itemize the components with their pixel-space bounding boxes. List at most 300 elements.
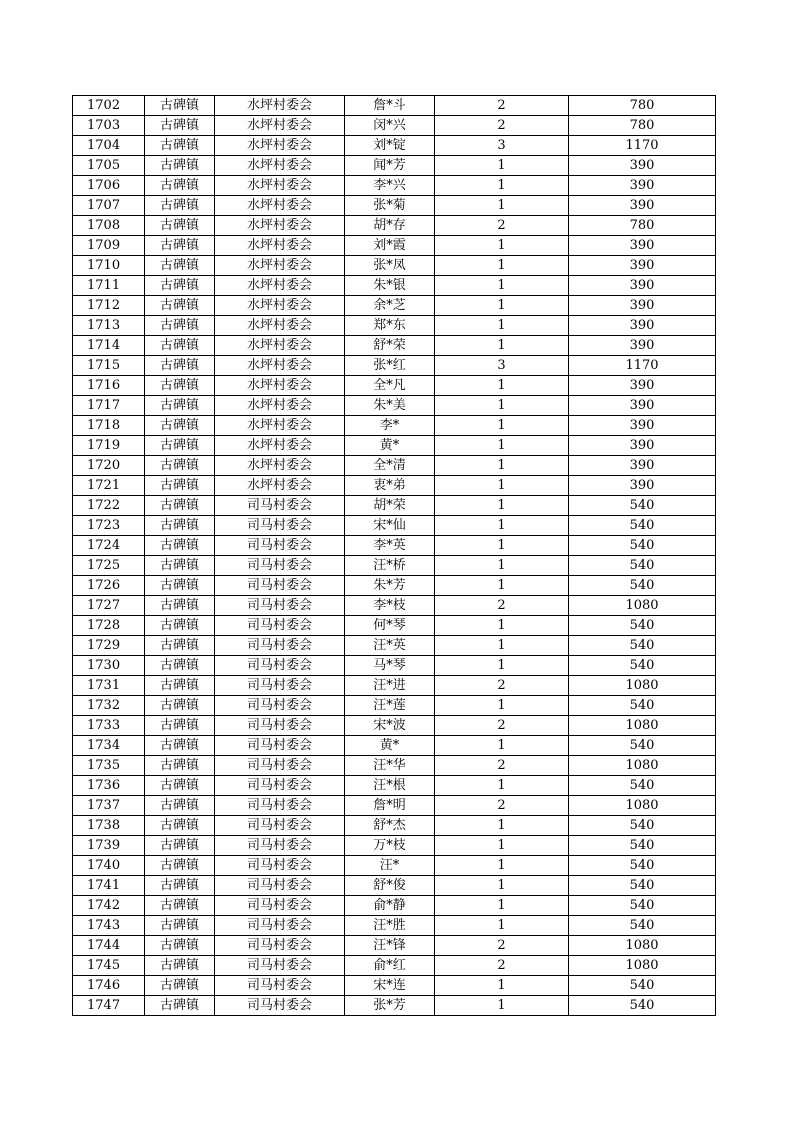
table-row bbox=[73, 396, 716, 416]
village-committee-cell: 水坪村委会 bbox=[215, 336, 345, 356]
name-cell: 张*菊 bbox=[345, 196, 435, 216]
town-cell: 古碑镇 bbox=[145, 156, 215, 176]
village-committee-cell: 司马村委会 bbox=[215, 956, 345, 976]
name-cell: 汪*锋 bbox=[345, 936, 435, 956]
name-cell: 郑*东 bbox=[345, 316, 435, 336]
table-row bbox=[73, 616, 716, 636]
amount-cell: 390 bbox=[569, 476, 716, 496]
village-committee-cell: 水坪村委会 bbox=[215, 276, 345, 296]
town-cell: 古碑镇 bbox=[145, 616, 215, 636]
town-cell: 古碑镇 bbox=[145, 976, 215, 996]
name-cell: 全*凡 bbox=[345, 376, 435, 396]
village-committee-cell: 司马村委会 bbox=[215, 996, 345, 1016]
count-cell: 3 bbox=[435, 356, 569, 376]
name-cell: 汪*莲 bbox=[345, 696, 435, 716]
town-cell: 古碑镇 bbox=[145, 936, 215, 956]
village-committee-cell: 司马村委会 bbox=[215, 496, 345, 516]
count-cell: 1 bbox=[435, 336, 569, 356]
name-cell: 李*英 bbox=[345, 536, 435, 556]
village-committee-cell: 司马村委会 bbox=[215, 716, 345, 736]
town-cell: 古碑镇 bbox=[145, 796, 215, 816]
row-number-cell: 1710 bbox=[73, 256, 145, 276]
name-cell: 全*清 bbox=[345, 456, 435, 476]
amount-cell: 540 bbox=[569, 776, 716, 796]
count-cell: 1 bbox=[435, 256, 569, 276]
count-cell: 2 bbox=[435, 596, 569, 616]
table-row bbox=[73, 556, 716, 576]
table-row bbox=[73, 296, 716, 316]
row-number-cell: 1713 bbox=[73, 316, 145, 336]
village-committee-cell: 司马村委会 bbox=[215, 816, 345, 836]
amount-cell: 390 bbox=[569, 196, 716, 216]
name-cell: 宋*连 bbox=[345, 976, 435, 996]
town-cell: 古碑镇 bbox=[145, 456, 215, 476]
name-cell: 闻*芳 bbox=[345, 156, 435, 176]
row-number-cell: 1707 bbox=[73, 196, 145, 216]
village-committee-cell: 司马村委会 bbox=[215, 916, 345, 936]
town-cell: 古碑镇 bbox=[145, 576, 215, 596]
amount-cell: 540 bbox=[569, 656, 716, 676]
table-row bbox=[73, 136, 716, 156]
town-cell: 古碑镇 bbox=[145, 376, 215, 396]
amount-cell: 1080 bbox=[569, 676, 716, 696]
row-number-cell: 1702 bbox=[73, 96, 145, 116]
table-row bbox=[73, 896, 716, 916]
name-cell: 詹*明 bbox=[345, 796, 435, 816]
amount-cell: 780 bbox=[569, 216, 716, 236]
village-committee-cell: 司马村委会 bbox=[215, 756, 345, 776]
name-cell: 朱*银 bbox=[345, 276, 435, 296]
table-row bbox=[73, 716, 716, 736]
table-row bbox=[73, 836, 716, 856]
name-cell: 詹*斗 bbox=[345, 96, 435, 116]
town-cell: 古碑镇 bbox=[145, 216, 215, 236]
name-cell: 汪*桥 bbox=[345, 556, 435, 576]
row-number-cell: 1723 bbox=[73, 516, 145, 536]
village-committee-cell: 水坪村委会 bbox=[215, 116, 345, 136]
count-cell: 1 bbox=[435, 376, 569, 396]
table-row bbox=[73, 636, 716, 656]
amount-cell: 540 bbox=[569, 996, 716, 1016]
town-cell: 古碑镇 bbox=[145, 276, 215, 296]
table-row bbox=[73, 856, 716, 876]
name-cell: 俞*红 bbox=[345, 956, 435, 976]
name-cell: 刘*锭 bbox=[345, 136, 435, 156]
table-row bbox=[73, 656, 716, 676]
row-number-cell: 1712 bbox=[73, 296, 145, 316]
table-row bbox=[73, 736, 716, 756]
amount-cell: 540 bbox=[569, 736, 716, 756]
table-row bbox=[73, 156, 716, 176]
row-number-cell: 1721 bbox=[73, 476, 145, 496]
table-row bbox=[73, 576, 716, 596]
village-committee-cell: 水坪村委会 bbox=[215, 216, 345, 236]
table-row bbox=[73, 796, 716, 816]
row-number-cell: 1706 bbox=[73, 176, 145, 196]
row-number-cell: 1736 bbox=[73, 776, 145, 796]
table-row bbox=[73, 956, 716, 976]
name-cell: 汪*进 bbox=[345, 676, 435, 696]
row-number-cell: 1718 bbox=[73, 416, 145, 436]
village-committee-cell: 司马村委会 bbox=[215, 896, 345, 916]
town-cell: 古碑镇 bbox=[145, 816, 215, 836]
village-committee-cell: 水坪村委会 bbox=[215, 176, 345, 196]
name-cell: 汪*华 bbox=[345, 756, 435, 776]
table-row bbox=[73, 376, 716, 396]
amount-cell: 390 bbox=[569, 296, 716, 316]
row-number-cell: 1716 bbox=[73, 376, 145, 396]
name-cell: 余*芝 bbox=[345, 296, 435, 316]
amount-cell: 540 bbox=[569, 516, 716, 536]
count-cell: 1 bbox=[435, 896, 569, 916]
row-number-cell: 1724 bbox=[73, 536, 145, 556]
village-committee-cell: 水坪村委会 bbox=[215, 356, 345, 376]
row-number-cell: 1714 bbox=[73, 336, 145, 356]
town-cell: 古碑镇 bbox=[145, 176, 215, 196]
count-cell: 2 bbox=[435, 796, 569, 816]
town-cell: 古碑镇 bbox=[145, 956, 215, 976]
town-cell: 古碑镇 bbox=[145, 736, 215, 756]
amount-cell: 390 bbox=[569, 336, 716, 356]
count-cell: 2 bbox=[435, 956, 569, 976]
village-committee-cell: 水坪村委会 bbox=[215, 376, 345, 396]
amount-cell: 540 bbox=[569, 636, 716, 656]
count-cell: 1 bbox=[435, 836, 569, 856]
amount-cell: 1080 bbox=[569, 596, 716, 616]
row-number-cell: 1745 bbox=[73, 956, 145, 976]
count-cell: 1 bbox=[435, 776, 569, 796]
row-number-cell: 1727 bbox=[73, 596, 145, 616]
row-number-cell: 1735 bbox=[73, 756, 145, 776]
table-row bbox=[73, 596, 716, 616]
count-cell: 1 bbox=[435, 536, 569, 556]
row-number-cell: 1726 bbox=[73, 576, 145, 596]
town-cell: 古碑镇 bbox=[145, 656, 215, 676]
name-cell: 胡*存 bbox=[345, 216, 435, 236]
town-cell: 古碑镇 bbox=[145, 496, 215, 516]
name-cell: 李*枝 bbox=[345, 596, 435, 616]
row-number-cell: 1734 bbox=[73, 736, 145, 756]
count-cell: 1 bbox=[435, 576, 569, 596]
town-cell: 古碑镇 bbox=[145, 356, 215, 376]
count-cell: 1 bbox=[435, 976, 569, 996]
town-cell: 古碑镇 bbox=[145, 136, 215, 156]
row-number-cell: 1720 bbox=[73, 456, 145, 476]
name-cell: 舒*俊 bbox=[345, 876, 435, 896]
count-cell: 1 bbox=[435, 556, 569, 576]
row-number-cell: 1732 bbox=[73, 696, 145, 716]
town-cell: 古碑镇 bbox=[145, 116, 215, 136]
table-row bbox=[73, 696, 716, 716]
town-cell: 古碑镇 bbox=[145, 416, 215, 436]
amount-cell: 390 bbox=[569, 416, 716, 436]
village-committee-cell: 司马村委会 bbox=[215, 636, 345, 656]
village-committee-cell: 水坪村委会 bbox=[215, 476, 345, 496]
town-cell: 古碑镇 bbox=[145, 436, 215, 456]
amount-cell: 390 bbox=[569, 276, 716, 296]
amount-cell: 390 bbox=[569, 376, 716, 396]
amount-cell: 780 bbox=[569, 96, 716, 116]
name-cell: 李* bbox=[345, 416, 435, 436]
amount-cell: 540 bbox=[569, 536, 716, 556]
row-number-cell: 1704 bbox=[73, 136, 145, 156]
count-cell: 1 bbox=[435, 656, 569, 676]
count-cell: 1 bbox=[435, 916, 569, 936]
count-cell: 1 bbox=[435, 616, 569, 636]
count-cell: 1 bbox=[435, 456, 569, 476]
row-number-cell: 1741 bbox=[73, 876, 145, 896]
town-cell: 古碑镇 bbox=[145, 536, 215, 556]
town-cell: 古碑镇 bbox=[145, 856, 215, 876]
name-cell: 张*芳 bbox=[345, 996, 435, 1016]
count-cell: 1 bbox=[435, 996, 569, 1016]
village-committee-cell: 水坪村委会 bbox=[215, 396, 345, 416]
name-cell: 朱*芳 bbox=[345, 576, 435, 596]
count-cell: 1 bbox=[435, 736, 569, 756]
row-number-cell: 1729 bbox=[73, 636, 145, 656]
row-number-cell: 1746 bbox=[73, 976, 145, 996]
count-cell: 2 bbox=[435, 756, 569, 776]
village-committee-cell: 水坪村委会 bbox=[215, 256, 345, 276]
count-cell: 1 bbox=[435, 516, 569, 536]
row-number-cell: 1717 bbox=[73, 396, 145, 416]
table-row bbox=[73, 976, 716, 996]
village-committee-cell: 司马村委会 bbox=[215, 596, 345, 616]
row-number-cell: 1740 bbox=[73, 856, 145, 876]
row-number-cell: 1722 bbox=[73, 496, 145, 516]
town-cell: 古碑镇 bbox=[145, 716, 215, 736]
town-cell: 古碑镇 bbox=[145, 696, 215, 716]
amount-cell: 540 bbox=[569, 976, 716, 996]
amount-cell: 1080 bbox=[569, 756, 716, 776]
name-cell: 朱*美 bbox=[345, 396, 435, 416]
amount-cell: 390 bbox=[569, 456, 716, 476]
count-cell: 1 bbox=[435, 396, 569, 416]
village-committee-cell: 司马村委会 bbox=[215, 656, 345, 676]
row-number-cell: 1733 bbox=[73, 716, 145, 736]
name-cell: 宋*仙 bbox=[345, 516, 435, 536]
table-row bbox=[73, 196, 716, 216]
village-committee-cell: 水坪村委会 bbox=[215, 296, 345, 316]
table-row bbox=[73, 356, 716, 376]
amount-cell: 390 bbox=[569, 396, 716, 416]
count-cell: 1 bbox=[435, 236, 569, 256]
amount-cell: 1080 bbox=[569, 796, 716, 816]
count-cell: 1 bbox=[435, 876, 569, 896]
town-cell: 古碑镇 bbox=[145, 516, 215, 536]
table-row bbox=[73, 876, 716, 896]
count-cell: 2 bbox=[435, 936, 569, 956]
count-cell: 1 bbox=[435, 176, 569, 196]
row-number-cell: 1711 bbox=[73, 276, 145, 296]
village-committee-cell: 水坪村委会 bbox=[215, 196, 345, 216]
table-row bbox=[73, 916, 716, 936]
amount-cell: 540 bbox=[569, 696, 716, 716]
name-cell: 汪*胜 bbox=[345, 916, 435, 936]
village-committee-cell: 司马村委会 bbox=[215, 856, 345, 876]
town-cell: 古碑镇 bbox=[145, 776, 215, 796]
town-cell: 古碑镇 bbox=[145, 316, 215, 336]
count-cell: 2 bbox=[435, 116, 569, 136]
amount-cell: 1170 bbox=[569, 136, 716, 156]
row-number-cell: 1737 bbox=[73, 796, 145, 816]
name-cell: 俞*静 bbox=[345, 896, 435, 916]
table-row bbox=[73, 816, 716, 836]
count-cell: 1 bbox=[435, 316, 569, 336]
count-cell: 1 bbox=[435, 696, 569, 716]
table-row bbox=[73, 336, 716, 356]
row-number-cell: 1739 bbox=[73, 836, 145, 856]
amount-cell: 390 bbox=[569, 236, 716, 256]
row-number-cell: 1744 bbox=[73, 936, 145, 956]
name-cell: 衷*弟 bbox=[345, 476, 435, 496]
table-body bbox=[73, 96, 716, 1016]
table-row bbox=[73, 436, 716, 456]
row-number-cell: 1719 bbox=[73, 436, 145, 456]
amount-cell: 1080 bbox=[569, 936, 716, 956]
row-number-cell: 1747 bbox=[73, 996, 145, 1016]
amount-cell: 390 bbox=[569, 256, 716, 276]
town-cell: 古碑镇 bbox=[145, 896, 215, 916]
count-cell: 3 bbox=[435, 136, 569, 156]
name-cell: 万*枝 bbox=[345, 836, 435, 856]
village-committee-cell: 司马村委会 bbox=[215, 976, 345, 996]
village-committee-cell: 司马村委会 bbox=[215, 676, 345, 696]
town-cell: 古碑镇 bbox=[145, 256, 215, 276]
name-cell: 张*红 bbox=[345, 356, 435, 376]
row-number-cell: 1742 bbox=[73, 896, 145, 916]
count-cell: 1 bbox=[435, 856, 569, 876]
amount-cell: 540 bbox=[569, 616, 716, 636]
name-cell: 何*琴 bbox=[345, 616, 435, 636]
name-cell: 宋*波 bbox=[345, 716, 435, 736]
table-row bbox=[73, 496, 716, 516]
name-cell: 胡*荣 bbox=[345, 496, 435, 516]
count-cell: 2 bbox=[435, 216, 569, 236]
count-cell: 1 bbox=[435, 476, 569, 496]
town-cell: 古碑镇 bbox=[145, 556, 215, 576]
table-row bbox=[73, 256, 716, 276]
village-committee-cell: 水坪村委会 bbox=[215, 96, 345, 116]
row-number-cell: 1743 bbox=[73, 916, 145, 936]
row-number-cell: 1731 bbox=[73, 676, 145, 696]
count-cell: 2 bbox=[435, 676, 569, 696]
town-cell: 古碑镇 bbox=[145, 236, 215, 256]
amount-cell: 390 bbox=[569, 436, 716, 456]
row-number-cell: 1728 bbox=[73, 616, 145, 636]
table-row bbox=[73, 276, 716, 296]
town-cell: 古碑镇 bbox=[145, 196, 215, 216]
table-row bbox=[73, 516, 716, 536]
village-committee-cell: 水坪村委会 bbox=[215, 316, 345, 336]
town-cell: 古碑镇 bbox=[145, 476, 215, 496]
row-number-cell: 1709 bbox=[73, 236, 145, 256]
village-committee-cell: 司马村委会 bbox=[215, 936, 345, 956]
count-cell: 1 bbox=[435, 276, 569, 296]
count-cell: 1 bbox=[435, 416, 569, 436]
table-row bbox=[73, 416, 716, 436]
name-cell: 舒*杰 bbox=[345, 816, 435, 836]
row-number-cell: 1715 bbox=[73, 356, 145, 376]
row-number-cell: 1705 bbox=[73, 156, 145, 176]
town-cell: 古碑镇 bbox=[145, 636, 215, 656]
town-cell: 古碑镇 bbox=[145, 996, 215, 1016]
village-committee-cell: 司马村委会 bbox=[215, 876, 345, 896]
name-cell: 黄* bbox=[345, 736, 435, 756]
amount-cell: 780 bbox=[569, 116, 716, 136]
village-committee-cell: 司马村委会 bbox=[215, 616, 345, 636]
name-cell: 刘*霞 bbox=[345, 236, 435, 256]
village-committee-cell: 水坪村委会 bbox=[215, 456, 345, 476]
town-cell: 古碑镇 bbox=[145, 336, 215, 356]
village-committee-cell: 司马村委会 bbox=[215, 516, 345, 536]
amount-cell: 540 bbox=[569, 876, 716, 896]
village-committee-cell: 司马村委会 bbox=[215, 696, 345, 716]
name-cell: 汪*根 bbox=[345, 776, 435, 796]
row-number-cell: 1703 bbox=[73, 116, 145, 136]
count-cell: 1 bbox=[435, 196, 569, 216]
amount-cell: 390 bbox=[569, 176, 716, 196]
count-cell: 1 bbox=[435, 496, 569, 516]
village-committee-cell: 司马村委会 bbox=[215, 736, 345, 756]
count-cell: 1 bbox=[435, 636, 569, 656]
table-row bbox=[73, 456, 716, 476]
name-cell: 张*凤 bbox=[345, 256, 435, 276]
table-row bbox=[73, 96, 716, 116]
amount-cell: 1080 bbox=[569, 956, 716, 976]
village-committee-cell: 水坪村委会 bbox=[215, 136, 345, 156]
table-row bbox=[73, 536, 716, 556]
town-cell: 古碑镇 bbox=[145, 296, 215, 316]
name-cell: 李*兴 bbox=[345, 176, 435, 196]
name-cell: 汪* bbox=[345, 856, 435, 876]
table-row bbox=[73, 116, 716, 136]
row-number-cell: 1725 bbox=[73, 556, 145, 576]
data-table bbox=[72, 95, 716, 1016]
village-committee-cell: 司马村委会 bbox=[215, 576, 345, 596]
town-cell: 古碑镇 bbox=[145, 596, 215, 616]
town-cell: 古碑镇 bbox=[145, 916, 215, 936]
table-row bbox=[73, 936, 716, 956]
town-cell: 古碑镇 bbox=[145, 756, 215, 776]
row-number-cell: 1730 bbox=[73, 656, 145, 676]
village-committee-cell: 司马村委会 bbox=[215, 776, 345, 796]
village-committee-cell: 司马村委会 bbox=[215, 556, 345, 576]
table-row bbox=[73, 676, 716, 696]
village-committee-cell: 水坪村委会 bbox=[215, 416, 345, 436]
village-committee-cell: 司马村委会 bbox=[215, 796, 345, 816]
count-cell: 1 bbox=[435, 296, 569, 316]
name-cell: 汪*英 bbox=[345, 636, 435, 656]
table-row bbox=[73, 476, 716, 496]
amount-cell: 1080 bbox=[569, 716, 716, 736]
table-row bbox=[73, 316, 716, 336]
table-row bbox=[73, 236, 716, 256]
name-cell: 马*琴 bbox=[345, 656, 435, 676]
amount-cell: 540 bbox=[569, 856, 716, 876]
town-cell: 古碑镇 bbox=[145, 676, 215, 696]
name-cell: 闵*兴 bbox=[345, 116, 435, 136]
amount-cell: 540 bbox=[569, 816, 716, 836]
village-committee-cell: 司马村委会 bbox=[215, 836, 345, 856]
amount-cell: 540 bbox=[569, 556, 716, 576]
row-number-cell: 1708 bbox=[73, 216, 145, 236]
town-cell: 古碑镇 bbox=[145, 396, 215, 416]
village-committee-cell: 水坪村委会 bbox=[215, 156, 345, 176]
row-number-cell: 1738 bbox=[73, 816, 145, 836]
table-row bbox=[73, 176, 716, 196]
amount-cell: 540 bbox=[569, 896, 716, 916]
